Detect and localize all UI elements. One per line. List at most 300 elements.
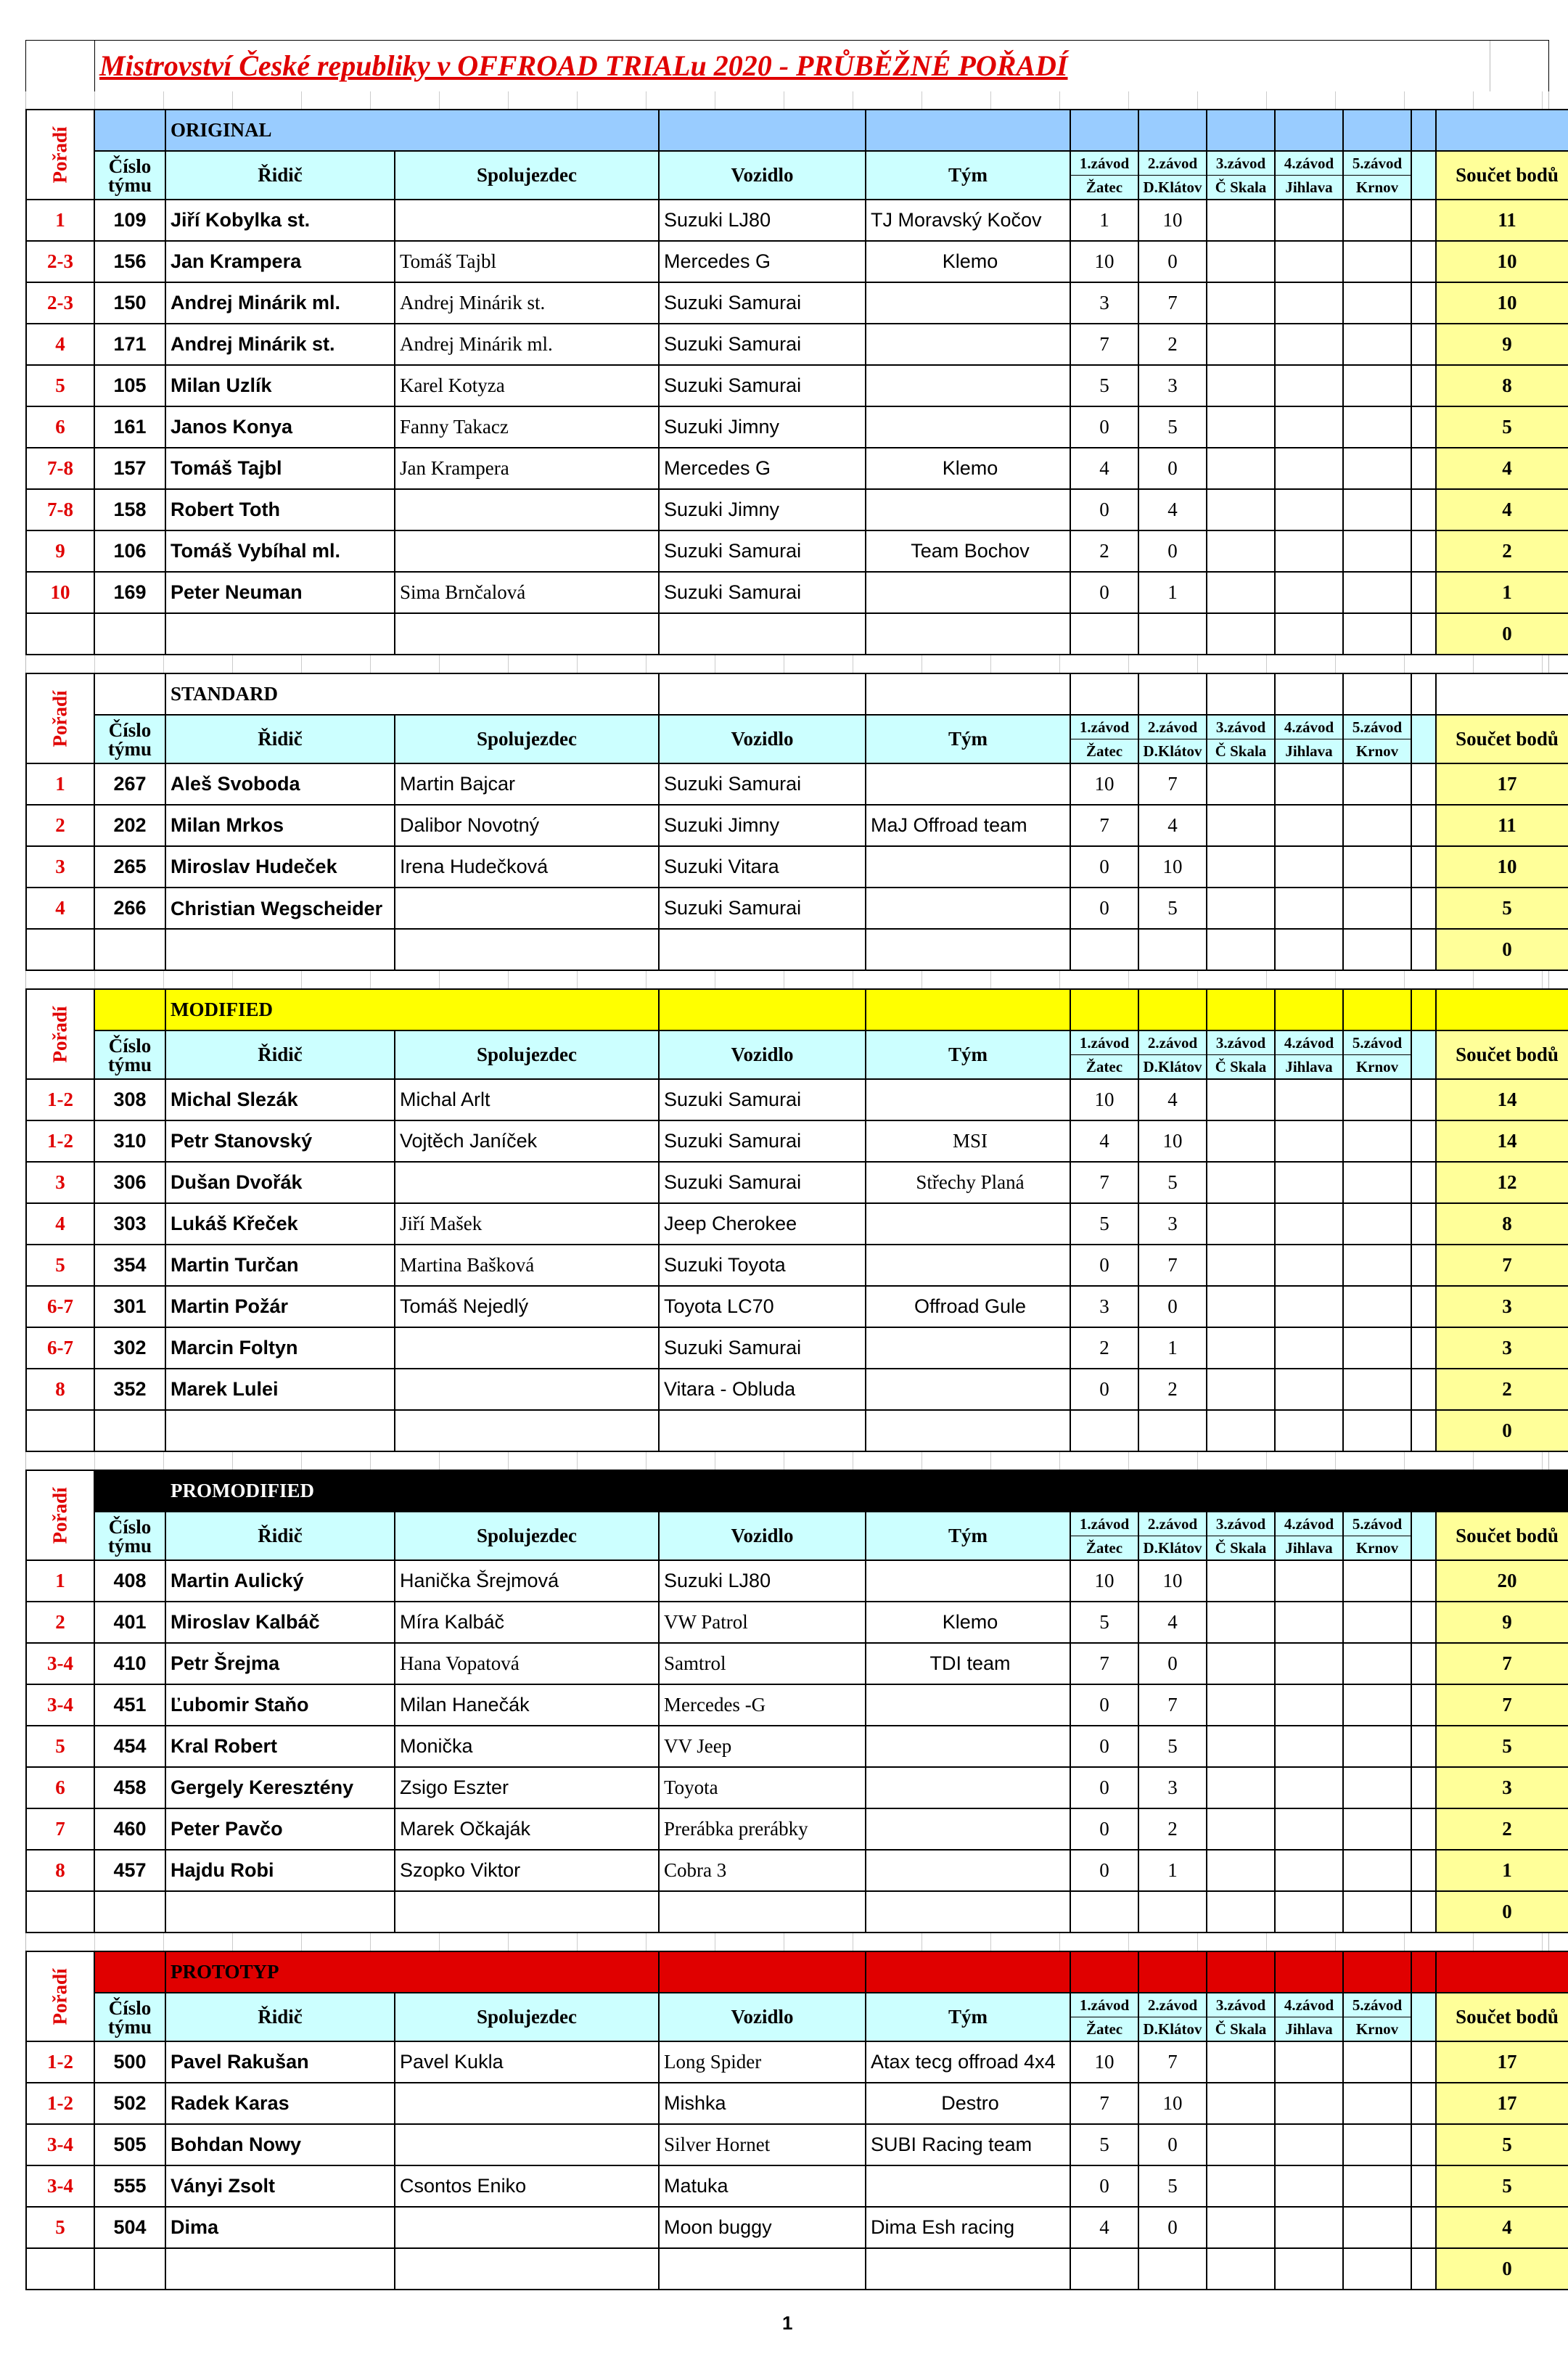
race-points: 2 — [1138, 1808, 1207, 1850]
table-row — [26, 1767, 1568, 1808]
race-points: 7 — [1138, 1245, 1207, 1286]
driver-name: Kral Robert — [165, 1726, 395, 1767]
driver-name: Marek Lulei — [165, 1369, 395, 1410]
total-points: 4 — [1436, 448, 1568, 489]
title-fill — [1275, 110, 1343, 151]
header-race — [1138, 1030, 1207, 1079]
sections-container — [25, 91, 1559, 2290]
table-row — [26, 282, 1568, 324]
race-points: 10 — [1138, 1560, 1207, 1602]
table-row — [26, 2165, 1568, 2207]
codriver-name — [395, 2248, 659, 2290]
race-points — [1207, 1369, 1275, 1410]
position: 8 — [26, 1369, 94, 1410]
title-fill — [1436, 1470, 1568, 1512]
title-fill — [1207, 989, 1275, 1030]
race-place: Č Skala — [1215, 742, 1267, 760]
race-points — [1275, 2248, 1343, 2290]
spacer — [1411, 1850, 1436, 1891]
driver-name: Dušan Dvořák — [165, 1162, 395, 1203]
section-table-prototyp — [25, 1951, 1568, 2290]
race-points — [1275, 365, 1343, 406]
header-vozidlo: Vozidlo — [659, 1993, 866, 2041]
table-row — [26, 1808, 1568, 1850]
header-race — [1275, 1993, 1343, 2041]
title-fill — [1343, 673, 1411, 715]
race-points — [1207, 1850, 1275, 1891]
total-points: 17 — [1436, 763, 1568, 805]
race-number: 4.závod — [1276, 1031, 1342, 1055]
race-points: 2 — [1138, 1369, 1207, 1410]
team-name: Atax tecg offroad 4x4 — [866, 2041, 1070, 2083]
codriver-name: Monička — [395, 1726, 659, 1767]
spacer — [1411, 1643, 1436, 1684]
vehicle — [659, 1410, 866, 1451]
race-points — [1275, 1643, 1343, 1684]
title-fill — [866, 110, 1070, 151]
position: 1-2 — [26, 2041, 94, 2083]
team-name — [866, 1808, 1070, 1850]
title-fill — [1436, 989, 1568, 1030]
race-points: 0 — [1070, 1245, 1138, 1286]
table-row — [26, 1684, 1568, 1726]
position — [26, 613, 94, 655]
total-points: 14 — [1436, 1120, 1568, 1162]
position: 6 — [26, 406, 94, 448]
race-points — [1343, 1327, 1411, 1369]
total-points: 17 — [1436, 2041, 1568, 2083]
vehicle: Mercedes G — [659, 241, 866, 282]
position: 1-2 — [26, 1079, 94, 1120]
spacer — [1411, 1684, 1436, 1726]
position: 8 — [26, 1850, 94, 1891]
total-points: 8 — [1436, 365, 1568, 406]
driver-name: Petr Šrejma — [165, 1643, 395, 1684]
race-points — [1275, 2207, 1343, 2248]
vehicle: Suzuki Samurai — [659, 572, 866, 613]
title-fill — [1070, 673, 1138, 715]
race-points — [1207, 1079, 1275, 1120]
table-row — [26, 2248, 1568, 2290]
table-row — [26, 1203, 1568, 1245]
total-points: 3 — [1436, 1327, 1568, 1369]
race-points — [1275, 1726, 1343, 1767]
team-number: 157 — [94, 448, 165, 489]
race-place: Krnov — [1355, 2020, 1399, 2038]
team-number: 265 — [94, 846, 165, 888]
column-header-row — [26, 1030, 1568, 1079]
driver-name: Peter Pavčo — [165, 1808, 395, 1850]
race-points — [1207, 2041, 1275, 2083]
codriver-name — [395, 1327, 659, 1369]
driver-name: Ľubomir Staňo — [165, 1684, 395, 1726]
codriver-name — [395, 888, 659, 929]
total-points: 1 — [1436, 1850, 1568, 1891]
header-vozidlo: Vozidlo — [659, 151, 866, 200]
header-cislo: Číslo týmu — [94, 1512, 165, 1560]
team-name — [866, 365, 1070, 406]
driver-name: Christian Wegscheider — [165, 888, 395, 929]
race-place: Č Skala — [1215, 2020, 1267, 2038]
vehicle: Suzuki Samurai — [659, 1327, 866, 1369]
table-row — [26, 489, 1568, 530]
table-row — [26, 2207, 1568, 2248]
vehicle: Matuka — [659, 2165, 866, 2207]
header-soucet: Součet bodů — [1436, 151, 1568, 200]
position: 2 — [26, 1602, 94, 1643]
section-gap — [25, 1452, 1549, 1470]
vehicle: Jeep Cherokee — [659, 1203, 866, 1245]
position: 5 — [26, 1245, 94, 1286]
title-fill — [1138, 1470, 1207, 1512]
race-number: 3.závod — [1207, 716, 1274, 739]
race-points: 5 — [1070, 2124, 1138, 2165]
race-number: 1.závod — [1071, 1031, 1138, 1055]
page-number: 1 — [782, 2312, 793, 2334]
race-points: 10 — [1070, 241, 1138, 282]
codriver-name — [395, 1891, 659, 1933]
race-number: 5.závod — [1344, 1031, 1411, 1055]
race-points: 5 — [1070, 1602, 1138, 1643]
race-points — [1275, 241, 1343, 282]
table-row — [26, 2041, 1568, 2083]
team-name — [866, 846, 1070, 888]
codriver-name: Jan Krampera — [395, 448, 659, 489]
standings-sheet — [25, 40, 1559, 2290]
table-row — [26, 200, 1568, 241]
race-points: 0 — [1070, 888, 1138, 929]
header-ridic: Řidič — [165, 1993, 395, 2041]
title-fill — [1070, 110, 1138, 151]
section-title: PROMODIFIED — [165, 1470, 659, 1512]
race-points — [1207, 1726, 1275, 1767]
table-row — [26, 846, 1568, 888]
race-points — [1275, 2041, 1343, 2083]
position: 7-8 — [26, 448, 94, 489]
team-name — [866, 1369, 1070, 1410]
team-number: 308 — [94, 1079, 165, 1120]
driver-name: Tomáš Tajbl — [165, 448, 395, 489]
team-name — [866, 1079, 1070, 1120]
section-title: PROTOTYP — [165, 1951, 659, 1993]
position: 3-4 — [26, 1643, 94, 1684]
spacer — [1411, 2248, 1436, 2290]
total-points: 20 — [1436, 1560, 1568, 1602]
poradi-label — [26, 1470, 94, 1560]
driver-name — [165, 613, 395, 655]
codriver-name: Hanička Šrejmová — [395, 1560, 659, 1602]
section-gap — [25, 1933, 1549, 1951]
driver-name: Miroslav Hudeček — [165, 846, 395, 888]
table-row — [26, 1726, 1568, 1767]
race-points: 0 — [1138, 2207, 1207, 2248]
header-spolujezdec: Spolujezdec — [395, 715, 659, 763]
codriver-name — [395, 2207, 659, 2248]
team-number: 169 — [94, 572, 165, 613]
vehicle — [659, 613, 866, 655]
vehicle: Suzuki Jimny — [659, 805, 866, 846]
driver-name: Peter Neuman — [165, 572, 395, 613]
team-number: 106 — [94, 530, 165, 572]
race-points — [1343, 1808, 1411, 1850]
race-place: Jihlava — [1285, 179, 1333, 196]
race-place: Č Skala — [1215, 179, 1267, 196]
team-name — [866, 1560, 1070, 1602]
team-name — [866, 929, 1070, 970]
header-spacer — [1411, 1030, 1436, 1079]
section-table-original — [25, 109, 1568, 655]
race-points: 1 — [1138, 1850, 1207, 1891]
codriver-name — [395, 530, 659, 572]
total-points: 14 — [1436, 1079, 1568, 1120]
team-number — [94, 2248, 165, 2290]
table-row — [26, 1643, 1568, 1684]
team-name — [866, 282, 1070, 324]
spacer — [1411, 1286, 1436, 1327]
total-points: 4 — [1436, 489, 1568, 530]
race-place: D.Klátov — [1143, 742, 1202, 760]
header-soucet: Součet bodů — [1436, 1993, 1568, 2041]
total-points: 5 — [1436, 406, 1568, 448]
codriver-name: Michal Arlt — [395, 1079, 659, 1120]
race-points — [1070, 2248, 1138, 2290]
poradi-label — [26, 110, 94, 200]
race-points: 4 — [1138, 805, 1207, 846]
race-points — [1207, 2207, 1275, 2248]
vehicle: Cobra 3 — [659, 1850, 866, 1891]
cislo-blank — [94, 1951, 165, 1993]
driver-name: Miroslav Kalbáč — [165, 1602, 395, 1643]
race-points: 0 — [1070, 846, 1138, 888]
team-number: 500 — [94, 2041, 165, 2083]
race-points — [1207, 805, 1275, 846]
table-row — [26, 763, 1568, 805]
race-points — [1343, 1369, 1411, 1410]
race-place: D.Klátov — [1143, 179, 1202, 196]
race-number: 5.závod — [1344, 716, 1411, 739]
header-race — [1207, 1512, 1275, 1560]
section-title: ORIGINAL — [165, 110, 659, 151]
header-spolujezdec: Spolujezdec — [395, 1030, 659, 1079]
codriver-name — [395, 2083, 659, 2124]
header-race — [1070, 1512, 1138, 1560]
spacer — [1411, 763, 1436, 805]
codriver-name — [395, 1410, 659, 1451]
race-place: Krnov — [1355, 742, 1399, 760]
header-race — [1207, 1030, 1275, 1079]
vehicle: Moon buggy — [659, 2207, 866, 2248]
title-fill — [1343, 1470, 1411, 1512]
total-points: 10 — [1436, 846, 1568, 888]
team-name — [866, 572, 1070, 613]
race-points — [1275, 1286, 1343, 1327]
header-ridic: Řidič — [165, 715, 395, 763]
title-fill — [1275, 1470, 1343, 1512]
race-points — [1343, 572, 1411, 613]
table-row — [26, 1079, 1568, 1120]
header-vozidlo: Vozidlo — [659, 1512, 866, 1560]
race-number: 1.závod — [1071, 1993, 1138, 2017]
table-row — [26, 1602, 1568, 1643]
team-number: 303 — [94, 1203, 165, 1245]
section-title-row — [26, 110, 1568, 151]
race-points — [1207, 1120, 1275, 1162]
team-name: MaJ Offroad team — [866, 805, 1070, 846]
table-row — [26, 572, 1568, 613]
codriver-name — [395, 2124, 659, 2165]
position — [26, 1410, 94, 1451]
total-points: 7 — [1436, 1245, 1568, 1286]
race-points — [1207, 763, 1275, 805]
driver-name: Jan Krampera — [165, 241, 395, 282]
total-points: 5 — [1436, 2165, 1568, 2207]
driver-name — [165, 929, 395, 970]
header-ridic: Řidič — [165, 151, 395, 200]
spacer — [1411, 1410, 1436, 1451]
race-points: 4 — [1070, 448, 1138, 489]
section-gap — [25, 655, 1549, 673]
page-title: Mistrovství České republiky v OFFROAD TRIALu 2020 - PRŮBĚŽNÉ POŘADÍ — [99, 49, 1068, 82]
driver-name: Pavel Rakušan — [165, 2041, 395, 2083]
race-points — [1070, 929, 1138, 970]
spacer — [1411, 2165, 1436, 2207]
race-points: 7 — [1070, 324, 1138, 365]
header-ridic: Řidič — [165, 1512, 395, 1560]
race-points: 0 — [1070, 1684, 1138, 1726]
race-points — [1207, 1286, 1275, 1327]
team-number: 306 — [94, 1162, 165, 1203]
spacer — [1411, 1560, 1436, 1602]
header-race — [1275, 715, 1343, 763]
team-name — [866, 1203, 1070, 1245]
team-name: Klemo — [866, 241, 1070, 282]
position: 4 — [26, 1203, 94, 1245]
race-points — [1207, 1560, 1275, 1602]
race-points: 1 — [1138, 1327, 1207, 1369]
race-points: 5 — [1138, 1726, 1207, 1767]
header-tym: Tým — [866, 1993, 1070, 2041]
race-points — [1207, 888, 1275, 929]
header-race — [1138, 1512, 1207, 1560]
team-number: 457 — [94, 1850, 165, 1891]
race-points: 0 — [1138, 1643, 1207, 1684]
table-row — [26, 1410, 1568, 1451]
race-points — [1275, 2083, 1343, 2124]
position: 1 — [26, 200, 94, 241]
vehicle: Long Spider — [659, 2041, 866, 2083]
position: 1-2 — [26, 1120, 94, 1162]
column-header-row — [26, 1512, 1568, 1560]
vehicle: Prerábka prerábky — [659, 1808, 866, 1850]
title-fill — [866, 1470, 1070, 1512]
race-points — [1207, 241, 1275, 282]
race-points — [1207, 1767, 1275, 1808]
total-points: 8 — [1436, 1203, 1568, 1245]
header-spolujezdec: Spolujezdec — [395, 151, 659, 200]
race-points: 3 — [1138, 1203, 1207, 1245]
race-points — [1207, 1162, 1275, 1203]
position: 2 — [26, 805, 94, 846]
header-spolujezdec: Spolujezdec — [395, 1512, 659, 1560]
team-number: 401 — [94, 1602, 165, 1643]
race-points: 1 — [1138, 572, 1207, 613]
driver-name: Jiří Kobylka st. — [165, 200, 395, 241]
team-name — [866, 1327, 1070, 1369]
driver-name: Bohdan Nowy — [165, 2124, 395, 2165]
header-race — [1275, 151, 1343, 200]
race-points — [1343, 763, 1411, 805]
team-number: 310 — [94, 1120, 165, 1162]
vehicle: Toyota LC70 — [659, 1286, 866, 1327]
vehicle: VW Patrol — [659, 1602, 866, 1643]
position: 6-7 — [26, 1327, 94, 1369]
poradi-text: Pořadí — [49, 1487, 71, 1544]
header-race — [1207, 715, 1275, 763]
vehicle: Suzuki LJ80 — [659, 200, 866, 241]
position: 3 — [26, 846, 94, 888]
poradi-label — [26, 1951, 94, 2041]
race-number: 1.závod — [1071, 152, 1138, 176]
header-race — [1070, 1030, 1138, 1079]
cislo-blank — [94, 110, 165, 151]
driver-name: Aleš Svoboda — [165, 763, 395, 805]
spacer — [1411, 200, 1436, 241]
title-fill — [659, 989, 866, 1030]
vehicle: Suzuki Samurai — [659, 763, 866, 805]
race-points — [1275, 324, 1343, 365]
header-race — [1343, 151, 1411, 200]
spacer — [1411, 1327, 1436, 1369]
race-number: 4.závod — [1276, 1993, 1342, 2017]
spacer — [1411, 1369, 1436, 1410]
driver-name: Michal Slezák — [165, 1079, 395, 1120]
driver-name: Gergely Keresztény — [165, 1767, 395, 1808]
race-points — [1275, 763, 1343, 805]
poradi-text: Pořadí — [49, 1006, 71, 1062]
spacer — [1411, 1726, 1436, 1767]
race-points — [1207, 448, 1275, 489]
vehicle: Mishka — [659, 2083, 866, 2124]
race-points — [1275, 613, 1343, 655]
race-points — [1207, 1684, 1275, 1726]
spacer — [1411, 1808, 1436, 1850]
race-points — [1275, 1203, 1343, 1245]
race-points — [1343, 1726, 1411, 1767]
title-fill — [1275, 989, 1343, 1030]
team-number — [94, 1891, 165, 1933]
race-points — [1343, 888, 1411, 929]
race-points: 5 — [1138, 888, 1207, 929]
section-title: MODIFIED — [165, 989, 659, 1030]
vehicle: Suzuki Jimny — [659, 406, 866, 448]
spacer — [1411, 324, 1436, 365]
column-header-row — [26, 715, 1568, 763]
race-place: Č Skala — [1215, 1539, 1267, 1557]
vehicle: Suzuki Samurai — [659, 888, 866, 929]
title-fill — [1436, 110, 1568, 151]
team-number: 451 — [94, 1684, 165, 1726]
team-number: 301 — [94, 1286, 165, 1327]
section-table-promodified — [25, 1470, 1568, 1933]
title-fill — [1411, 989, 1436, 1030]
race-points — [1343, 1767, 1411, 1808]
race-points — [1343, 530, 1411, 572]
race-points — [1275, 1162, 1343, 1203]
race-points — [1275, 448, 1343, 489]
race-points — [1343, 1120, 1411, 1162]
team-name — [866, 1767, 1070, 1808]
team-number: 458 — [94, 1767, 165, 1808]
